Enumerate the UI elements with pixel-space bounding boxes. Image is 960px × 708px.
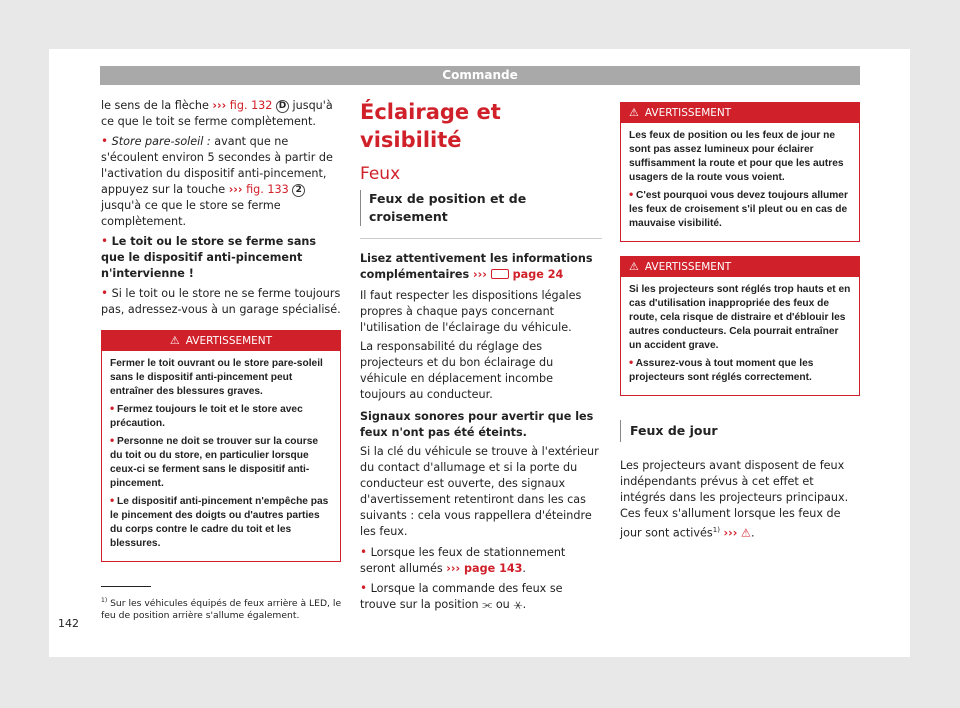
- warning-body: Les feux de position ou les feux de jour ne sont pas assez lumineux pour éclairer suffisamment la route et pour que les autres usagers de la route vous voient. • C'est pourquoi vous devez toujours allumer les feux de croisement s'il pleut ou en cas de mauvaise visibilité.: [621, 123, 859, 241]
- list-item: • Le toit ou le store se ferme sans que le dispositif anti-pincement n'intervienne !: [101, 234, 317, 280]
- paragraph: Les projecteurs avant disposent de feux indépendants prévus à cet effet et intégrés dans les projecteurs principaux. Ces feux s'allument lorsque les feux de jour sont activés$^{1)}$ ››› ⚠.: [620, 459, 849, 540]
- warning-triangle-icon: ⚠: [629, 260, 639, 273]
- warning-header: ⚠ AVERTISSEMENT: [621, 103, 859, 123]
- subsection-title: Feux de jour: [620, 420, 860, 442]
- warning-item: • Assurez-vous à tout moment que les projecteurs sont réglés correctement.: [629, 355, 814, 383]
- paragraph: Il faut respecter les dispositions légales propres à chaque pays concernant l'utilisation de l'éclairage du véhicule.: [360, 289, 582, 334]
- footnote-mark: 1): [101, 597, 108, 604]
- cross-ref-arrow[interactable]: ›››: [446, 562, 461, 575]
- bullet-icon: •: [110, 433, 115, 447]
- warning-body: Fermer le toit ouvrant ou le store pare-soleil sans le dispositif anti-pincement peut entraîner des blessures graves. • Fermez toujours le toit et le store avec précaution. • Personne ne doit se trouver sur la course du toit ou du store, en particulier lorsque ceux-ci se ferment sans le dispositif anti-pincement. • Le dispositif anti-pincement n'empêche pas le pincement des doigts ou d'autres parties du corps contre le cadre du toit et les blessures.: [102, 351, 340, 561]
- bullet-icon: •: [629, 187, 634, 201]
- footnote: [101, 595, 346, 622]
- subsection-title: Feux de position et de croisement: [360, 190, 602, 226]
- warning-item: • Personne ne doit se trouver sur la course du toit ou du store, en particulier lorsque ceux-ci se ferment sans le dispositif anti-pincement.: [110, 433, 319, 489]
- warning-item: • Le dispositif anti-pincement n'empêche pas le pincement des doigts ou d'autres parties du corps contre le cadre du toit et les blessures.: [110, 493, 329, 549]
- callout-marker: 2: [292, 184, 305, 197]
- bullet-icon: •: [360, 581, 368, 595]
- bullet-icon: •: [110, 493, 115, 507]
- cross-ref-arrow[interactable]: ›››: [212, 99, 227, 112]
- warning-header: ⚠ AVERTISSEMENT: [621, 257, 859, 277]
- figure-link[interactable]: fig. 133: [242, 183, 293, 196]
- column-1: [101, 98, 341, 562]
- footnote-ref[interactable]: 1): [712, 526, 720, 534]
- footnote-text: Sur les véhicules équipés de feux arrière à LED, le feu de position arrière s'allume également.: [101, 598, 342, 622]
- warning-triangle-icon: ⚠: [169, 334, 180, 347]
- column-3: [620, 102, 860, 545]
- callout-marker: D: [276, 100, 289, 113]
- subheading: Signaux sonores pour avertir que les feux n'ont pas été éteints.: [360, 410, 594, 439]
- list-item: • Lorsque les feux de stationnement seront allumés ››› page 143.: [360, 545, 566, 575]
- bullet-icon: •: [101, 286, 109, 300]
- footnote-divider: [101, 586, 151, 587]
- bullet-icon: •: [110, 401, 115, 415]
- paragraph: Si la clé du véhicule se trouve à l'extérieur du contact d'allumage et si la porte du conducteur est ouverte, des signaux d'avertissement retentiront dans les cas suivants : cela vous rappellera d'éteindre les feux.: [360, 445, 599, 538]
- page-number: 142: [58, 617, 79, 630]
- warning-box: [620, 256, 860, 396]
- bullet-icon: •: [629, 355, 634, 369]
- warning-box: [620, 102, 860, 242]
- bullet-icon: •: [360, 545, 368, 559]
- list-item: • Store pare-soleil : avant que ne s'écoulent environ 5 secondes à partir de l'activation du dispositif anti-pincement, appuyez sur la touche ››› fig. 133 2 jusqu'à ce que le store se ferme complètement.: [101, 134, 333, 228]
- warning-triangle-icon[interactable]: ⚠: [740, 526, 751, 540]
- bullet-icon: •: [101, 234, 109, 248]
- warning-box: [101, 330, 341, 562]
- cross-ref-arrow[interactable]: ›››: [473, 268, 487, 281]
- column-2: [360, 98, 602, 616]
- section-header: Commande: [100, 66, 860, 85]
- warning-item: • Fermez toujours le toit et le store avec précaution.: [110, 401, 303, 429]
- book-icon: [491, 269, 509, 279]
- cross-ref-arrow[interactable]: ›››: [228, 183, 243, 196]
- bullet-icon: •: [101, 134, 109, 148]
- list-item: • Lorsque la commande des feux se trouve sur la position ⫘ ou ⚹.: [360, 581, 563, 611]
- figure-link[interactable]: fig. 132: [226, 99, 276, 112]
- read-note: Lisez attentivement les informations complémentaires ››› page 24: [360, 252, 593, 281]
- warning-header: ⚠ AVERTISSEMENT: [102, 331, 340, 351]
- paragraph: La responsabilité du réglage des projecteurs et du bon éclairage du véhicule en déplacement incombe toujours au conducteur.: [360, 340, 554, 401]
- page-link[interactable]: page 24: [508, 268, 564, 281]
- warning-body: Si les projecteurs sont réglés trop hauts et en cas d'utilisation inappropriée des feux de route, cela risque de distraire et d'éblouir les autres conducteurs. Cela pourrait entraîner un accident grave. • Assurez-vous à tout moment que les projecteurs sont réglés correctement.: [629, 284, 851, 383]
- section-title: Feux: [360, 164, 401, 184]
- page-link[interactable]: page 143: [460, 562, 523, 575]
- warning-item: • C'est pourquoi vous devez toujours allumer les feux de croisement s'il pleut ou en cas de mauvaise visibilité.: [629, 187, 848, 229]
- cross-ref-arrow[interactable]: ›››: [723, 526, 738, 540]
- list-item: • Si le toit ou le store ne se ferme toujours pas, adressez-vous à un garage spécialisé.: [101, 286, 341, 316]
- paragraph: le sens de la flèche ››› fig. 132 D jusqu'à ce que le toit se ferme complètement.: [101, 99, 333, 128]
- chapter-title: Éclairage et visibilité: [360, 100, 501, 152]
- subsection-header: [360, 190, 602, 239]
- warning-triangle-icon: ⚠: [629, 106, 639, 119]
